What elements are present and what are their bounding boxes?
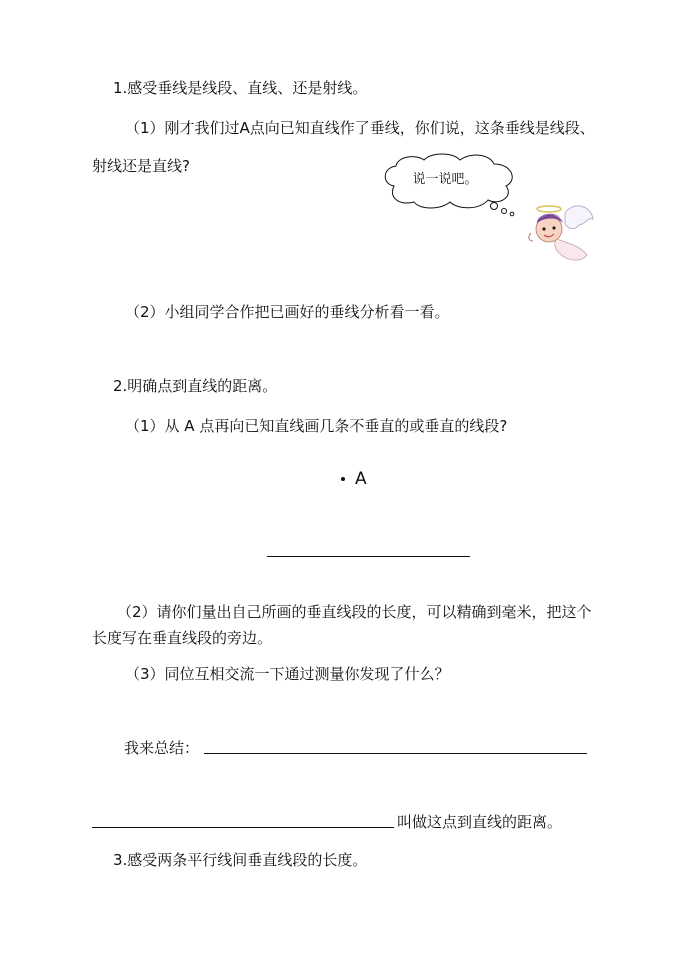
section2-heading: 2.明确点到直线的距离。 (113, 377, 278, 395)
point-a (341, 468, 367, 490)
summary-answer-blank[interactable] (204, 753, 587, 754)
definition-answer-blank[interactable] (92, 827, 394, 828)
summary-tail-text: 叫做这点到直线的距离。 (397, 813, 563, 831)
bubble-text: 说一说吧。 (412, 172, 478, 187)
cupid-angel-icon (527, 203, 595, 265)
section3-heading: 3.感受两条平行线间垂直线段的长度。 (113, 851, 368, 869)
point-a-label: A (355, 469, 367, 489)
thought-bubble (380, 152, 522, 210)
section1-question1-line2: 射线还是直线? (92, 157, 190, 175)
point-dot-icon (341, 477, 345, 481)
section1-heading: 1.感受垂线是线段、直线、还是射线。 (113, 79, 368, 97)
section2-question3: （3）同位互相交流一下通过测量你发现了什么？ (125, 665, 450, 683)
section2-question2-line2: 长度写在垂直线段的旁边。 (92, 629, 273, 647)
section2-question1: （1）从 A 点再向已知直线画几条不垂直的或垂直的线段? (125, 417, 508, 435)
summary-label: 我来总结： (124, 739, 200, 757)
section1-question1-line1: （1）刚才我们过A点向已知直线作了垂线，你们说，这条垂线是线段、 (125, 119, 595, 137)
section2-question2-line1: （2）请你们量出自己所画的垂直线段的长度，可以精确到毫米，把这个 (117, 603, 592, 621)
given-straight-line (267, 556, 470, 557)
section1-question2: （2）小组同学合作把已画好的垂线分析看一看。 (125, 303, 450, 321)
